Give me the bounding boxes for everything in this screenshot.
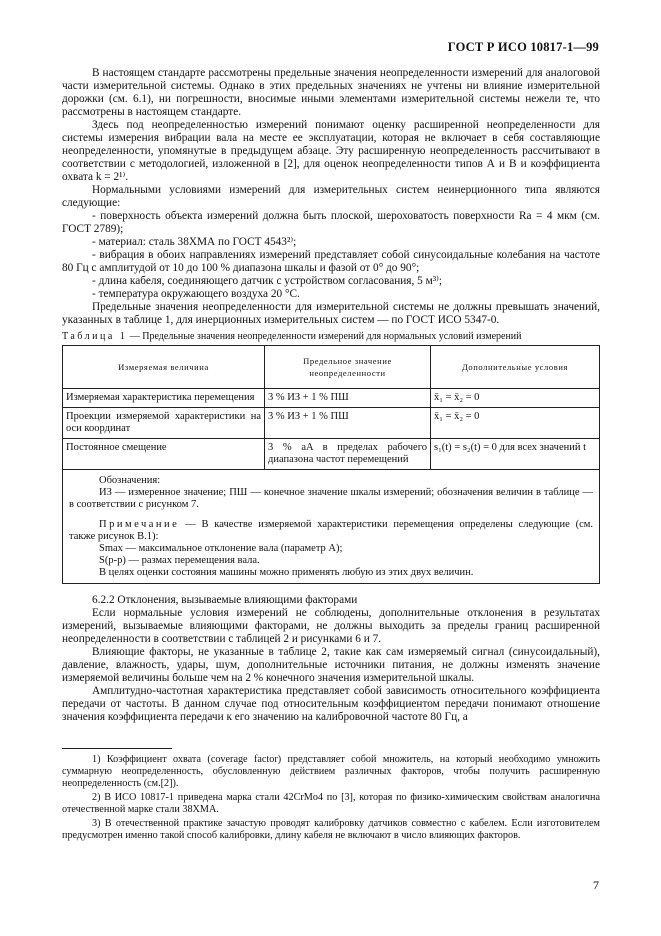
table-cell: x̄₁ = x̄₂ = 0 [431,408,600,439]
remark-text: — В качестве измеряемой характеристики перемещения определены следующие (см. также рисунок В.1): [69,519,593,542]
footnotes [62,754,600,844]
list-item: - вибрация в обоих направлениях измерений представляет собой синусоидальные колебания на частоте 80 Гц с амплитудой от 10 до 100 % диапазона шкалы и фазой от 0° до 90°; [62,249,600,274]
paragraph: В настоящем стандарте рассмотрены предельные значения неопределенности измерений для аналоговой части измерительной системы. Однако в этих предельных значениях не учтены ни влияние измерительной дорожки (см. 6.1), ни погрешности, вносимые иными элементами измерительной системы нежели те, что рассмотрены в настоящем стандарте. [62,67,600,118]
table-caption-label: Таблица 1 [62,331,128,342]
table-cell: 3 % aA в пределах рабочего диапазона частот перемещений [265,439,431,470]
paragraph: Нормальными условиями измерений для измерительных систем неинерционного типа являются следующие: [62,184,600,209]
list-item: - материал: сталь 38ХМА по ГОСТ 4543²⁾; [92,236,297,248]
smax-definition: Smax — максимальное отклонение вала (параметр A); [99,543,343,554]
list-item: - длина кабеля, соединяющего датчик с устройством согласования, 5 м³⁾; [92,275,443,287]
table-cell: x̄₁ = x̄₂ = 0 [431,389,600,408]
table-cell: Постоянное смещение [63,439,265,470]
uncertainty-table [62,345,600,470]
table-header: Измеряемая величина [63,346,265,389]
remark-label: Примечание [99,519,180,530]
main-text [62,67,600,724]
table-header: Дополнительные условия [431,346,600,389]
paragraph: Здесь под неопределенностью измерений понимают оценку расширенной неопределенности для системы измерения вибрации вала на месте ее эксплуатации, которая не включает в себя составляющие неопределенности, упомянутые в предыдущем абзаце. Эту расширенную неопределенность рассчитывают в соответствии с методологией, изложенной в [2], для оценок неопределенности типов А и В и коэффициента охвата k = 2¹⁾. [62,119,600,183]
table-row [63,389,600,408]
section-heading: 6.2.2 Отклонения, вызываемые влияющими факторами [92,594,358,606]
table-row [63,439,600,470]
footnote: 1) Коэффициент охвата (coverage factor) представляет собой множитель, на который необходимо умножить суммарную неопределенность, обусловленную действием различных факторов, чтобы получить расширенную неопределенность (см.[2]). [62,754,600,789]
footnote: 2) В ИСО 10817-1 приведена марка стали 42CrMo4 по [3], которая по физико-химическим свойствам аналогична отечественной марке стали 38ХМА. [62,792,600,815]
footnote-divider [62,748,172,749]
table-caption-text: — Предельные значения неопределенности измерений для нормальных условий измерений [127,331,522,342]
remark-closing: В целях оценки состояния машины можно применять любую из этих двух величин. [99,567,474,578]
table-row [63,408,600,439]
table-caption [62,331,600,343]
table-remark [69,519,593,543]
section-622 [62,594,600,724]
table-cell: s₁(t) = s₂(t) = 0 для всех значений t [431,439,600,470]
document-header: ГОСТ Р ИСО 10817-1—99 [447,40,599,54]
table-cell: Проекции измеряемой характеристики на оси координат [63,408,265,439]
designations-title: Обозначения: [99,475,161,486]
paragraph: Влияющие факторы, не указанные в таблице 2, такие как сам измеряемый сигнал (синусоидальный), давление, влажность, удары, шум, дополнительные источники питания, не должны изменять значение измеряемой величины больше чем на 2 % конечного значения измерительной шкалы. [62,646,600,684]
table-header: Предельное значение неопределенности [265,346,431,389]
designations-text: ИЗ — измеренное значение; ПШ — конечное значение шкалы измерений; обозначения величин в таблице — в соответствии с рисунком 7. [69,487,593,510]
paragraph: Предельные значения неопределенности для измерительной системы не должны превышать значений, указанных в таблице 1, для инерционных измерительных систем — по ГОСТ ИСО 5347-0. [62,301,600,326]
paragraph: Если нормальные условия измерений не соблюдены, дополнительные отклонения в результатах измерений, вызываемые влияющими факторами, не должны выходить за пределы границ расширенной неопределенности в соответствии с таблицей 2 и рисунками 6 и 7. [62,607,600,645]
footnote: 3) В отечественной практике зачастую проводят калибровку датчиков совместно с кабелем. Если изготовителем предусмотрен именно такой способ калибровки, длину кабеля не включают в число влияющих факторов. [62,818,600,841]
table-cell: 3 % ИЗ + 1 % ПШ [265,389,431,408]
table-cell: 3 % ИЗ + 1 % ПШ [265,408,431,439]
spp-definition: S(p-p) — размах перемещения вала. [99,555,260,566]
paragraph: Амплитудно-частотная характеристика представляет собой зависимость относительного коэффициента передачи от частоты. В данном случае под относительным коэффициентом передачи понимают отношение значения коэффициента передачи к его значению на калибровочной частоте 80 Гц, а [62,685,600,723]
page-number: 7 [593,878,599,892]
table-notes [62,470,600,584]
list-item: - температура окружающего воздуха 20 °С. [92,288,300,300]
list-item: - поверхность объекта измерений должна быть плоской, шероховатость поверхности Ra = 4 мкм (см. ГОСТ 2789); [62,210,600,235]
table-header-row [63,346,600,389]
table-cell: Измеряемая характеристика перемещения [63,389,265,408]
